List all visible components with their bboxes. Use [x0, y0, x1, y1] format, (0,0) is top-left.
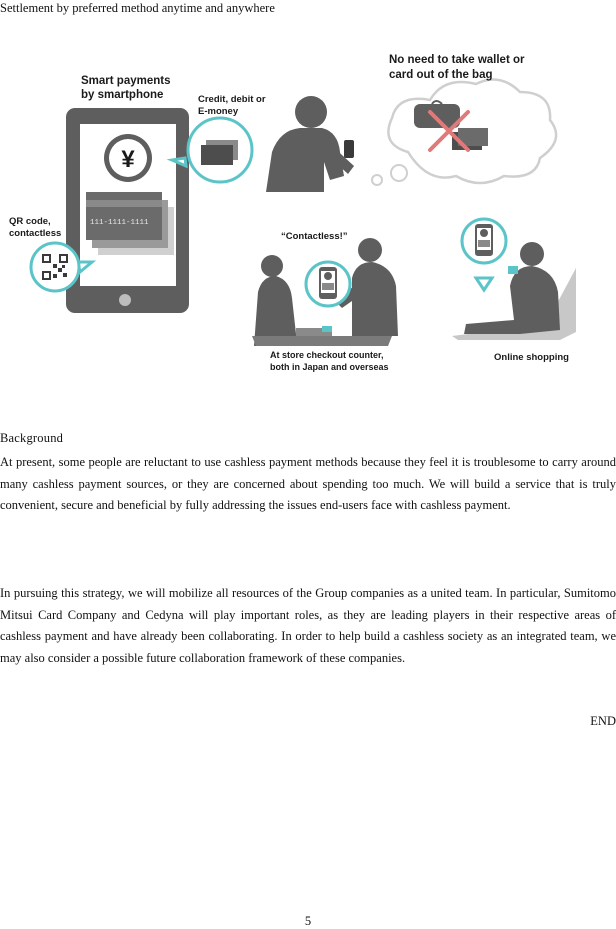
label-online: Online shopping [494, 352, 569, 363]
thought-bubble [372, 80, 556, 186]
section-heading-background: Background [0, 431, 64, 445]
illustration-svg [0, 40, 616, 380]
label-qr-2: contactless [9, 228, 62, 239]
label-credit-2: E-money [198, 106, 239, 117]
label-contactless: “Contactless!” [281, 231, 348, 242]
paragraph-background: At present, some people are reluctant to use cashless payment methods because they feel it is troublesome to carry around many cashless payment sources, or they are concerned about spending too much. We will build a service that is truly convenient, secure and beneficial by fully addressing the issues end-users face with cashless payment. [0, 455, 616, 513]
label-qr-1: QR code, [9, 216, 51, 227]
end-mark: END [590, 714, 616, 728]
credit-card-icon [86, 192, 162, 240]
paragraph-strategy: In pursuing this strategy, we will mobilize all resources of the Group companies as a united team. In particular, Sumitomo Mitsui Card Company and Cedyna will play important roles, as they are leading players in their respective areas of cashless payment and have already been collaborating. In order to help build a cashless society as an integrated team, we may also consider a possible future collaboration framework of these companies. [0, 586, 616, 665]
label-smart-payments-1: Smart payments [81, 75, 171, 87]
label-smart-payments-2: by smartphone [81, 89, 164, 101]
contactless-phone-bubble [306, 262, 350, 306]
card-number: 111-1111-1111 [90, 219, 149, 227]
figure-caption: Settlement by preferred method anytime and anywhere [0, 1, 275, 15]
terminal-icon [322, 326, 332, 332]
online-phone-icon [508, 266, 518, 274]
phone-icon [344, 140, 354, 158]
online-shopping-scene [452, 219, 576, 340]
page-number: 5 [304, 914, 312, 928]
label-wallet-2: card out of the bag [389, 69, 493, 81]
yen-symbol: ¥ [121, 146, 135, 173]
smart-payment-illustration [0, 40, 616, 380]
label-wallet-1: No need to take wallet or [389, 54, 525, 66]
label-credit-1: Credit, debit or [198, 94, 266, 105]
smartphone-graphic [66, 108, 189, 313]
qr-code-icon [42, 254, 68, 280]
label-store-1: At store checkout counter, [270, 350, 384, 360]
label-store-2: both in Japan and overseas [270, 362, 389, 372]
man-with-phone-figure [266, 96, 354, 192]
